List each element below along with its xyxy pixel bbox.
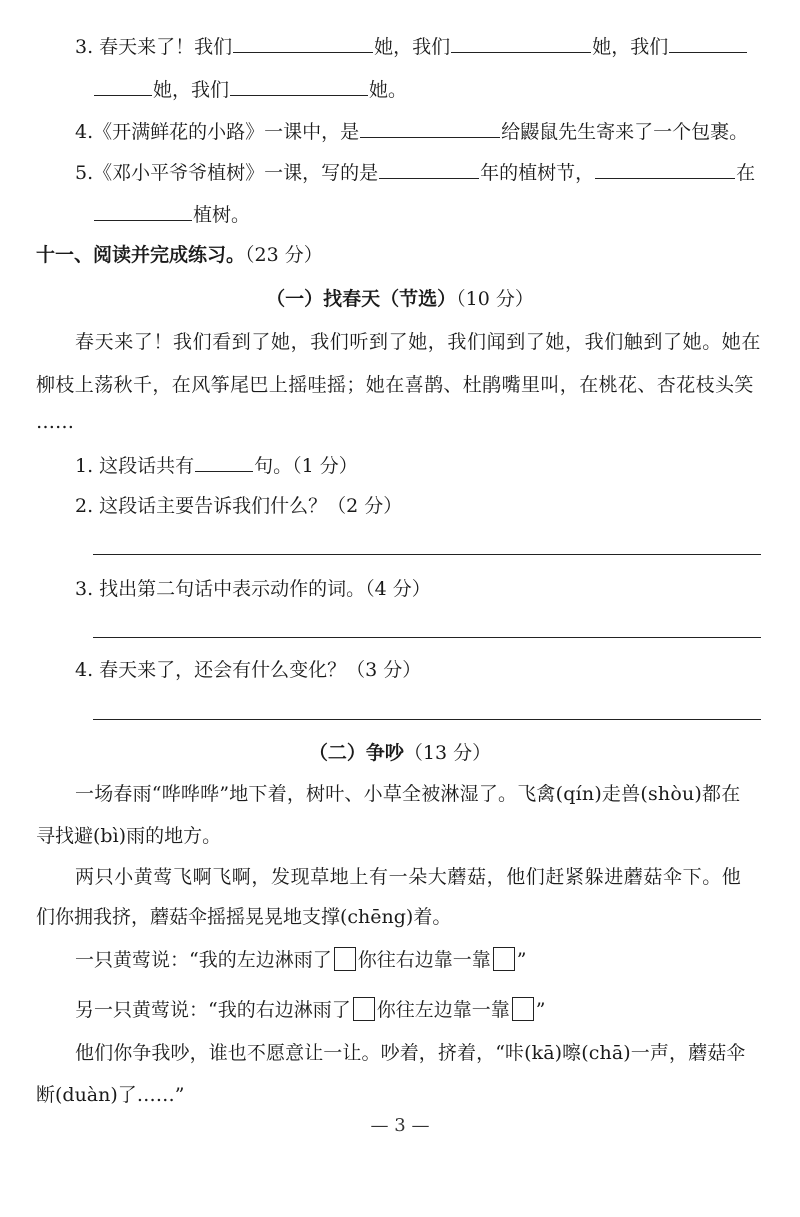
answer-blank[interactable] xyxy=(230,75,368,96)
section-score: （23 分） xyxy=(245,244,323,266)
reading-question-1 xyxy=(75,451,358,480)
reading-question-4: 4. 春天来了，还会有什么变化？（3 分） xyxy=(75,659,422,681)
passage-1-line-1: 春天来了！我们看到了她，我们听到了她，我们闻到了她，我们触到了她。她在 xyxy=(75,331,762,353)
passage-1-line-3: …… xyxy=(36,411,74,433)
q3-text-a: 3. 春天来了！我们 xyxy=(75,36,233,58)
answer-line[interactable] xyxy=(93,637,761,638)
passage-2-p2-line-2: 们你拥我挤，蘑菇伞摇摇晃晃地支撑(chēng)着。 xyxy=(36,906,452,928)
punctuation-box[interactable] xyxy=(334,947,356,971)
question-3-line-2 xyxy=(93,75,407,104)
p3-text-c: ” xyxy=(516,949,527,971)
answer-blank[interactable] xyxy=(595,158,735,179)
passage-title: （一）找春天（节选） xyxy=(266,288,457,310)
answer-blank[interactable] xyxy=(94,75,152,96)
q5-text-a: 5.《邓小平爷爷植树》一课，写的是 xyxy=(75,162,379,184)
p4-text-b: 你往左边靠一靠 xyxy=(376,999,510,1021)
answer-blank[interactable] xyxy=(360,117,500,138)
passage-1-line-2: 柳枝上荡秋千，在风筝尾巴上摇哇摇；她在喜鹊、杜鹃嘴里叫，在桃花、杏花枝头笑 xyxy=(36,374,754,396)
answer-line[interactable] xyxy=(93,719,761,720)
answer-blank[interactable] xyxy=(669,32,747,53)
punctuation-box[interactable] xyxy=(493,947,515,971)
section-11-heading xyxy=(36,241,323,269)
reading-question-2: 2. 这段话主要告诉我们什么？（2 分） xyxy=(75,495,403,517)
passage-title: （二）争吵 xyxy=(308,742,404,764)
answer-blank[interactable] xyxy=(379,158,479,179)
q5-text-b: 年的植树节， xyxy=(480,162,595,184)
p4-text-c: ” xyxy=(535,999,546,1021)
q3-text-d: 她，我们 xyxy=(153,79,230,101)
passage-2-p2-line-1: 两只小黄莺飞啊飞啊，发现草地上有一朵大蘑菇，他们赶紧躲进蘑菇伞下。他 xyxy=(75,866,742,888)
passage-score: （10 分） xyxy=(456,288,534,310)
q4-text-a: 4.《开满鲜花的小路》一课中，是 xyxy=(75,121,360,143)
q3-text-e: 她。 xyxy=(369,79,408,101)
question-3-line-1 xyxy=(75,32,748,61)
passage-2-p4 xyxy=(75,996,545,1024)
reading-question-3: 3. 找出第二句话中表示动作的词。（4 分） xyxy=(75,578,431,600)
passage-2-p5-line-2: 断(duàn)了……” xyxy=(36,1084,185,1106)
passage-score: （13 分） xyxy=(403,742,492,764)
answer-line[interactable] xyxy=(93,554,761,555)
answer-blank[interactable] xyxy=(233,32,373,53)
page-number: — 3 — xyxy=(370,1115,430,1136)
q5-text-c: 在 xyxy=(736,162,756,184)
punctuation-box[interactable] xyxy=(512,997,534,1021)
question-4 xyxy=(75,117,748,146)
p3-text-a: 一只黄莺说：“我的左边淋雨了 xyxy=(75,949,332,971)
punctuation-box[interactable] xyxy=(353,997,375,1021)
passage-2-p1-line-2: 寻找避(bì)雨的地方。 xyxy=(36,825,222,847)
q3-text-b: 她，我们 xyxy=(374,36,451,58)
question-5-line-2 xyxy=(93,200,250,229)
answer-blank[interactable] xyxy=(195,451,253,472)
passage-2-title xyxy=(0,739,800,767)
rq1-text-b: 句。（1 分） xyxy=(254,455,358,477)
passage-2-p1-line-1: 一场春雨“哗哗哗”地下着，树叶、小草全被淋湿了。飞禽(qín)走兽(shòu)都在 xyxy=(75,783,741,805)
p4-text-a: 另一只黄莺说：“我的右边淋雨了 xyxy=(75,999,351,1021)
q4-text-b: 给鼹鼠先生寄来了一个包裹。 xyxy=(501,121,749,143)
rq1-text-a: 1. 这段话共有 xyxy=(75,455,195,477)
section-title: 十一、阅读并完成练习。 xyxy=(36,244,246,266)
question-5-line-1 xyxy=(75,158,755,187)
passage-1-title xyxy=(0,285,800,313)
q5-text-d: 植树。 xyxy=(193,204,251,226)
answer-blank[interactable] xyxy=(94,200,192,221)
q3-text-c: 她，我们 xyxy=(592,36,669,58)
p3-text-b: 你往右边靠一靠 xyxy=(357,949,491,971)
passage-2-p3 xyxy=(75,946,526,974)
answer-blank[interactable] xyxy=(451,32,591,53)
passage-2-p5-line-1: 他们你争我吵，谁也不愿意让一让。吵着，挤着，“咔(kā)嚓(chā)一声，蘑菇伞 xyxy=(75,1042,746,1064)
